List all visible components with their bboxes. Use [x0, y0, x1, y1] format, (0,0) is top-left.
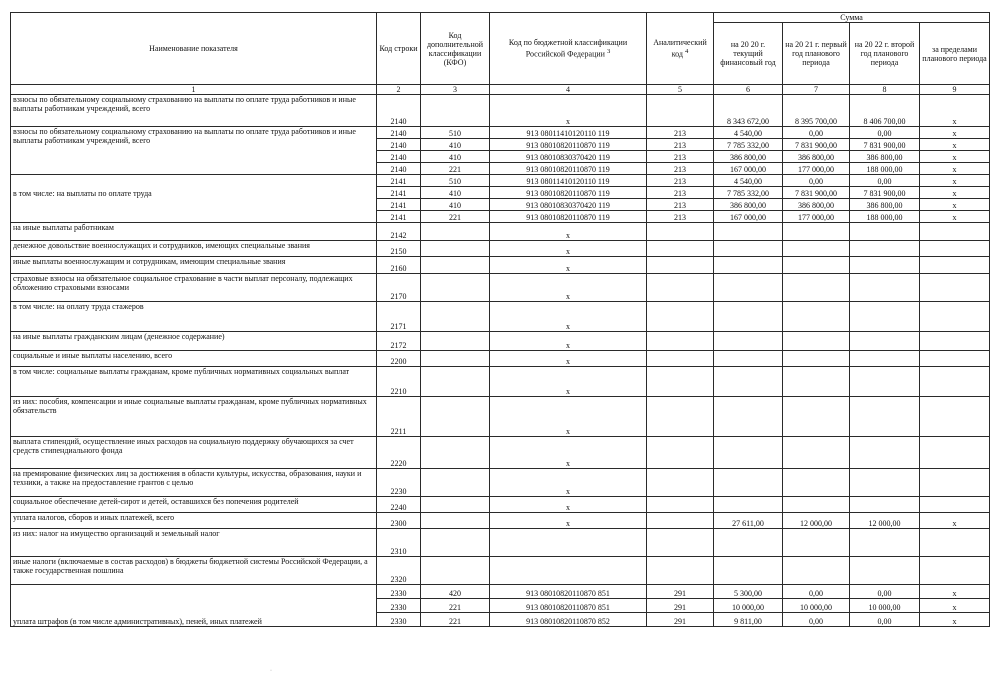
kfo-cell: 221	[421, 163, 490, 175]
kfo-cell	[421, 95, 490, 127]
analytic-code-cell: 213	[647, 175, 714, 187]
line-code-cell: 2141	[377, 199, 421, 211]
sum-beyond-cell	[920, 397, 990, 437]
indicator-name-cell: социальные и иные выплаты населению, всего	[11, 351, 377, 367]
kfo-cell	[421, 351, 490, 367]
indicator-name-cell: взносы по обязательному социальному страхованию на выплаты по оплате труда работников и иные выплаты работникам учреждений, всего	[11, 127, 377, 175]
sum-current-year-cell	[714, 257, 783, 274]
column-number: 3	[421, 85, 490, 95]
sum-beyond-cell: x	[920, 211, 990, 223]
sum-beyond-cell: x	[920, 139, 990, 151]
kfo-cell	[421, 274, 490, 302]
line-code-cell: 2330	[377, 613, 421, 627]
col-header-analytic	[647, 13, 714, 85]
column-number: 5	[647, 85, 714, 95]
sum-second-plan-year-cell	[850, 397, 920, 437]
analytic-code-cell	[647, 95, 714, 127]
column-number: 2	[377, 85, 421, 95]
kfo-cell	[421, 302, 490, 332]
kfo-cell	[421, 223, 490, 241]
indicator-name-cell: социальное обеспечение детей-сирот и детей, оставшихся без попечения родителей	[11, 497, 377, 513]
line-code-cell: 2141	[377, 175, 421, 187]
sum-current-year-cell: 27 611,00	[714, 513, 783, 529]
sum-current-year-cell	[714, 241, 783, 257]
sum-current-year-cell	[714, 437, 783, 469]
analytic-code-cell	[647, 332, 714, 351]
line-code-cell: 2320	[377, 557, 421, 585]
table-row	[11, 332, 990, 351]
col-header-bk-sup: 3	[606, 48, 611, 56]
table-row	[11, 223, 990, 241]
line-code-cell: 2300	[377, 513, 421, 529]
col-header-beyond: за пределами планового периода	[920, 23, 990, 85]
line-code-cell: 2150	[377, 241, 421, 257]
line-code-cell: 2330	[377, 585, 421, 599]
col-header-sum: Сумма	[714, 13, 990, 23]
analytic-code-cell: 291	[647, 599, 714, 613]
table-row	[11, 513, 990, 529]
bk-code-cell: x	[490, 241, 647, 257]
sum-current-year-cell	[714, 469, 783, 497]
analytic-code-cell	[647, 241, 714, 257]
bk-code-cell: x	[490, 332, 647, 351]
analytic-code-cell	[647, 302, 714, 332]
sum-second-plan-year-cell: 0,00	[850, 175, 920, 187]
bk-code-cell: 913 08010820110870 119	[490, 211, 647, 223]
sum-second-plan-year-cell	[850, 367, 920, 397]
sum-current-year-cell: 167 000,00	[714, 211, 783, 223]
indicator-name-cell: иные выплаты военнослужащим и сотрудникам, имеющим специальные звания	[11, 257, 377, 274]
kfo-cell: 510	[421, 175, 490, 187]
table-row	[11, 241, 990, 257]
sum-first-plan-year-cell: 0,00	[783, 175, 850, 187]
sum-second-plan-year-cell: 386 800,00	[850, 199, 920, 211]
sum-second-plan-year-cell	[850, 274, 920, 302]
col-header-year-first: на 20 21 г. первый год планового периода	[783, 23, 850, 85]
scan-mark: ·	[270, 668, 272, 674]
bk-code-cell: x	[490, 469, 647, 497]
sum-first-plan-year-cell: 7 831 900,00	[783, 139, 850, 151]
sum-first-plan-year-cell	[783, 437, 850, 469]
indicator-name-cell: уплата налогов, сборов и иных платежей, всего	[11, 513, 377, 529]
sum-second-plan-year-cell	[850, 497, 920, 513]
sum-current-year-cell	[714, 497, 783, 513]
sum-second-plan-year-cell: 0,00	[850, 585, 920, 599]
indicator-name-cell: взносы по обязательному социальному страхованию на выплаты по оплате труда работников и иные выплаты работникам учреждений, всего	[11, 95, 377, 127]
line-code-cell: 2140	[377, 95, 421, 127]
analytic-code-cell: 213	[647, 211, 714, 223]
sum-current-year-cell	[714, 351, 783, 367]
sum-first-plan-year-cell: 0,00	[783, 127, 850, 139]
table-row	[11, 257, 990, 274]
sum-first-plan-year-cell	[783, 241, 850, 257]
sum-beyond-cell: x	[920, 127, 990, 139]
kfo-cell	[421, 332, 490, 351]
sum-second-plan-year-cell: 12 000,00	[850, 513, 920, 529]
column-number: 1	[11, 85, 377, 95]
kfo-cell: 510	[421, 127, 490, 139]
sum-current-year-cell	[714, 274, 783, 302]
kfo-cell: 221	[421, 599, 490, 613]
sum-current-year-cell: 167 000,00	[714, 163, 783, 175]
kfo-cell	[421, 513, 490, 529]
col-header-kfo: Код дополнительной классификации (КФО)	[421, 13, 490, 85]
sum-first-plan-year-cell: 0,00	[783, 613, 850, 627]
analytic-code-cell	[647, 557, 714, 585]
indicator-name-cell: на иные выплаты работникам	[11, 223, 377, 241]
sum-beyond-cell: x	[920, 513, 990, 529]
analytic-code-cell: 213	[647, 139, 714, 151]
sum-current-year-cell	[714, 302, 783, 332]
table-row	[11, 585, 990, 599]
sum-beyond-cell	[920, 557, 990, 585]
table-row	[11, 95, 990, 127]
col-header-bk-text: Код по бюджетной классификации Российской Федерации	[508, 38, 628, 59]
line-code-cell: 2142	[377, 223, 421, 241]
analytic-code-cell	[647, 529, 714, 557]
sum-second-plan-year-cell	[850, 332, 920, 351]
analytic-code-cell	[647, 223, 714, 241]
kfo-cell	[421, 397, 490, 437]
analytic-code-cell: 291	[647, 613, 714, 627]
sum-beyond-cell: x	[920, 95, 990, 127]
line-code-cell: 2330	[377, 599, 421, 613]
sum-second-plan-year-cell: 188 000,00	[850, 211, 920, 223]
sum-current-year-cell	[714, 397, 783, 437]
indicator-name-cell: из них: пособия, компенсации и иные социальные выплаты гражданам, кроме публичных нормативных обязательств	[11, 397, 377, 437]
sum-second-plan-year-cell	[850, 529, 920, 557]
sum-beyond-cell	[920, 241, 990, 257]
col-header-analytic-text: Аналитический код	[653, 38, 707, 59]
analytic-code-cell	[647, 351, 714, 367]
sum-current-year-cell: 9 811,00	[714, 613, 783, 627]
sum-second-plan-year-cell: 0,00	[850, 127, 920, 139]
indicator-name-cell: на иные выплаты гражданским лицам (денежное содержание)	[11, 332, 377, 351]
table-row	[11, 437, 990, 469]
indicator-name-cell: иные налоги (включаемые в состав расходов) в бюджеты бюджетной системы Российской Федерации, а также государственная пошлина	[11, 557, 377, 585]
sum-first-plan-year-cell	[783, 497, 850, 513]
sum-second-plan-year-cell: 386 800,00	[850, 151, 920, 163]
table-row	[11, 557, 990, 585]
table-row	[11, 127, 990, 139]
kfo-cell: 420	[421, 585, 490, 599]
sum-current-year-cell	[714, 223, 783, 241]
sum-first-plan-year-cell	[783, 529, 850, 557]
sum-second-plan-year-cell	[850, 557, 920, 585]
sum-current-year-cell: 4 540,00	[714, 127, 783, 139]
sum-current-year-cell: 7 785 332,00	[714, 187, 783, 199]
line-code-cell: 2211	[377, 397, 421, 437]
sum-beyond-cell: x	[920, 199, 990, 211]
sum-current-year-cell	[714, 367, 783, 397]
bk-code-cell: 913 08010820110870 852	[490, 613, 647, 627]
col-header-bk	[490, 13, 647, 85]
sum-current-year-cell	[714, 557, 783, 585]
budget-table	[10, 12, 990, 627]
sum-first-plan-year-cell	[783, 397, 850, 437]
sum-beyond-cell	[920, 497, 990, 513]
line-code-cell: 2210	[377, 367, 421, 397]
bk-code-cell: x	[490, 351, 647, 367]
col-header-year-current: на 20 20 г. текущий финансовый год	[714, 23, 783, 85]
kfo-cell	[421, 367, 490, 397]
kfo-cell	[421, 497, 490, 513]
sum-first-plan-year-cell	[783, 257, 850, 274]
analytic-code-cell: 213	[647, 187, 714, 199]
col-header-name: Наименование показателя	[11, 13, 377, 85]
kfo-cell	[421, 257, 490, 274]
line-code-cell: 2230	[377, 469, 421, 497]
bk-code-cell: 913 08010820110870 851	[490, 599, 647, 613]
sum-beyond-cell: x	[920, 599, 990, 613]
sum-current-year-cell: 386 800,00	[714, 199, 783, 211]
table-row	[11, 469, 990, 497]
sum-beyond-cell	[920, 351, 990, 367]
column-number: 7	[783, 85, 850, 95]
sum-first-plan-year-cell	[783, 274, 850, 302]
bk-code-cell: 913 08010830370420 119	[490, 199, 647, 211]
table-body	[11, 95, 990, 627]
sum-current-year-cell: 10 000,00	[714, 599, 783, 613]
bk-code-cell: x	[490, 257, 647, 274]
sum-current-year-cell: 386 800,00	[714, 151, 783, 163]
line-code-cell: 2160	[377, 257, 421, 274]
line-code-cell: 2140	[377, 151, 421, 163]
analytic-code-cell	[647, 257, 714, 274]
sum-first-plan-year-cell	[783, 557, 850, 585]
kfo-cell	[421, 241, 490, 257]
indicator-name-cell: денежное довольствие военнослужащих и сотрудников, имеющих специальные звания	[11, 241, 377, 257]
sum-second-plan-year-cell	[850, 469, 920, 497]
sum-beyond-cell	[920, 332, 990, 351]
table-row	[11, 497, 990, 513]
bk-code-cell: 913 08010820110870 119	[490, 187, 647, 199]
kfo-cell	[421, 529, 490, 557]
sum-first-plan-year-cell	[783, 469, 850, 497]
indicator-name-cell: уплата штрафов (в том числе административных), пеней, иных платежей	[11, 585, 377, 627]
sum-first-plan-year-cell	[783, 351, 850, 367]
bk-code-cell: 913 08010820110870 119	[490, 163, 647, 175]
sum-beyond-cell	[920, 529, 990, 557]
bk-code-cell: 913 08010820110870 851	[490, 585, 647, 599]
table-row	[11, 175, 990, 187]
sum-first-plan-year-cell: 177 000,00	[783, 211, 850, 223]
sum-second-plan-year-cell	[850, 257, 920, 274]
sum-beyond-cell	[920, 257, 990, 274]
sum-beyond-cell: x	[920, 187, 990, 199]
analytic-code-cell	[647, 497, 714, 513]
sum-second-plan-year-cell	[850, 302, 920, 332]
sum-second-plan-year-cell	[850, 241, 920, 257]
sum-beyond-cell: x	[920, 151, 990, 163]
sum-first-plan-year-cell: 12 000,00	[783, 513, 850, 529]
bk-code-cell	[490, 557, 647, 585]
indicator-name-cell: страховые взносы на обязательное социальное страхование в части выплат персоналу, подлежащих обложению страховыми взносами	[11, 274, 377, 302]
sum-first-plan-year-cell: 386 800,00	[783, 199, 850, 211]
column-number: 6	[714, 85, 783, 95]
table-row	[11, 274, 990, 302]
table-row	[11, 302, 990, 332]
sum-second-plan-year-cell	[850, 437, 920, 469]
sum-beyond-cell: x	[920, 175, 990, 187]
kfo-cell: 410	[421, 151, 490, 163]
table-row	[11, 351, 990, 367]
column-numbers-row	[11, 85, 990, 95]
table-row	[11, 397, 990, 437]
indicator-name-cell: в том числе: социальные выплаты гражданам, кроме публичных нормативных социальных выплат	[11, 367, 377, 397]
bk-code-cell: x	[490, 397, 647, 437]
sum-beyond-cell	[920, 274, 990, 302]
sum-first-plan-year-cell	[783, 367, 850, 397]
col-header-analytic-sup: 4	[685, 48, 689, 56]
sum-second-plan-year-cell: 10 000,00	[850, 599, 920, 613]
line-code-cell: 2220	[377, 437, 421, 469]
line-code-cell: 2200	[377, 351, 421, 367]
sum-second-plan-year-cell: 8 406 700,00	[850, 95, 920, 127]
analytic-code-cell	[647, 367, 714, 397]
indicator-name-cell: выплата стипендий, осуществление иных расходов на социальную поддержку обучающихся за счет средств стипендиального фонда	[11, 437, 377, 469]
kfo-cell	[421, 557, 490, 585]
sum-first-plan-year-cell: 177 000,00	[783, 163, 850, 175]
sum-current-year-cell	[714, 332, 783, 351]
sum-beyond-cell	[920, 302, 990, 332]
sum-beyond-cell	[920, 469, 990, 497]
analytic-code-cell	[647, 437, 714, 469]
sum-first-plan-year-cell: 7 831 900,00	[783, 187, 850, 199]
indicator-name-cell: из них: налог на имущество организаций и земельный налог	[11, 529, 377, 557]
line-code-cell: 2141	[377, 211, 421, 223]
bk-code-cell: x	[490, 367, 647, 397]
sum-beyond-cell: x	[920, 585, 990, 599]
kfo-cell: 410	[421, 187, 490, 199]
sum-second-plan-year-cell: 0,00	[850, 613, 920, 627]
sum-first-plan-year-cell: 10 000,00	[783, 599, 850, 613]
analytic-code-cell: 213	[647, 127, 714, 139]
sum-second-plan-year-cell: 188 000,00	[850, 163, 920, 175]
bk-code-cell: x	[490, 95, 647, 127]
table-row	[11, 529, 990, 557]
line-code-cell: 2170	[377, 274, 421, 302]
bk-code-cell: x	[490, 274, 647, 302]
bk-code-cell	[490, 529, 647, 557]
sum-second-plan-year-cell	[850, 223, 920, 241]
indicator-name-cell: на премирование физических лиц за достижения в области культуры, искусства, образования, науки и техники, а также на предоставление грантов с целью	[11, 469, 377, 497]
column-number: 9	[920, 85, 990, 95]
table-row	[11, 367, 990, 397]
column-number: 8	[850, 85, 920, 95]
kfo-cell: 221	[421, 613, 490, 627]
kfo-cell	[421, 469, 490, 497]
analytic-code-cell	[647, 469, 714, 497]
line-code-cell: 2171	[377, 302, 421, 332]
line-code-cell: 2310	[377, 529, 421, 557]
kfo-cell: 410	[421, 139, 490, 151]
analytic-code-cell: 213	[647, 151, 714, 163]
column-number: 4	[490, 85, 647, 95]
bk-code-cell: 913 08010820110870 119	[490, 139, 647, 151]
bk-code-cell: x	[490, 302, 647, 332]
line-code-cell: 2141	[377, 187, 421, 199]
sum-second-plan-year-cell	[850, 351, 920, 367]
analytic-code-cell	[647, 397, 714, 437]
kfo-cell: 410	[421, 199, 490, 211]
sum-first-plan-year-cell	[783, 302, 850, 332]
sum-first-plan-year-cell: 386 800,00	[783, 151, 850, 163]
col-header-year-second: на 20 22 г. второй год планового периода	[850, 23, 920, 85]
sum-beyond-cell	[920, 437, 990, 469]
sum-first-plan-year-cell: 8 395 700,00	[783, 95, 850, 127]
bk-code-cell: x	[490, 513, 647, 529]
line-code-cell: 2140	[377, 127, 421, 139]
kfo-cell	[421, 437, 490, 469]
sum-second-plan-year-cell: 7 831 900,00	[850, 187, 920, 199]
bk-code-cell: x	[490, 437, 647, 469]
indicator-name-cell: в том числе: на выплаты по оплате труда	[11, 175, 377, 223]
bk-code-cell: 913 08011410120110 119	[490, 175, 647, 187]
line-code-cell: 2140	[377, 139, 421, 151]
sum-beyond-cell: x	[920, 613, 990, 627]
analytic-code-cell	[647, 513, 714, 529]
sum-current-year-cell: 7 785 332,00	[714, 139, 783, 151]
bk-code-cell: x	[490, 223, 647, 241]
sum-current-year-cell: 4 540,00	[714, 175, 783, 187]
sum-current-year-cell: 5 300,00	[714, 585, 783, 599]
sum-current-year-cell	[714, 529, 783, 557]
line-code-cell: 2240	[377, 497, 421, 513]
bk-code-cell: 913 08010830370420 119	[490, 151, 647, 163]
kfo-cell: 221	[421, 211, 490, 223]
sum-current-year-cell: 8 343 672,00	[714, 95, 783, 127]
bk-code-cell: x	[490, 497, 647, 513]
bk-code-cell: 913 08011410120110 119	[490, 127, 647, 139]
analytic-code-cell: 291	[647, 585, 714, 599]
line-code-cell: 2140	[377, 163, 421, 175]
line-code-cell: 2172	[377, 332, 421, 351]
sum-first-plan-year-cell	[783, 223, 850, 241]
analytic-code-cell	[647, 274, 714, 302]
sum-second-plan-year-cell: 7 831 900,00	[850, 139, 920, 151]
sum-beyond-cell	[920, 367, 990, 397]
sum-beyond-cell: x	[920, 163, 990, 175]
col-header-line-code: Код строки	[377, 13, 421, 85]
analytic-code-cell: 213	[647, 163, 714, 175]
sum-first-plan-year-cell	[783, 332, 850, 351]
indicator-name-cell: в том числе: на оплату труда стажеров	[11, 302, 377, 332]
sum-beyond-cell	[920, 223, 990, 241]
analytic-code-cell: 213	[647, 199, 714, 211]
sum-first-plan-year-cell: 0,00	[783, 585, 850, 599]
